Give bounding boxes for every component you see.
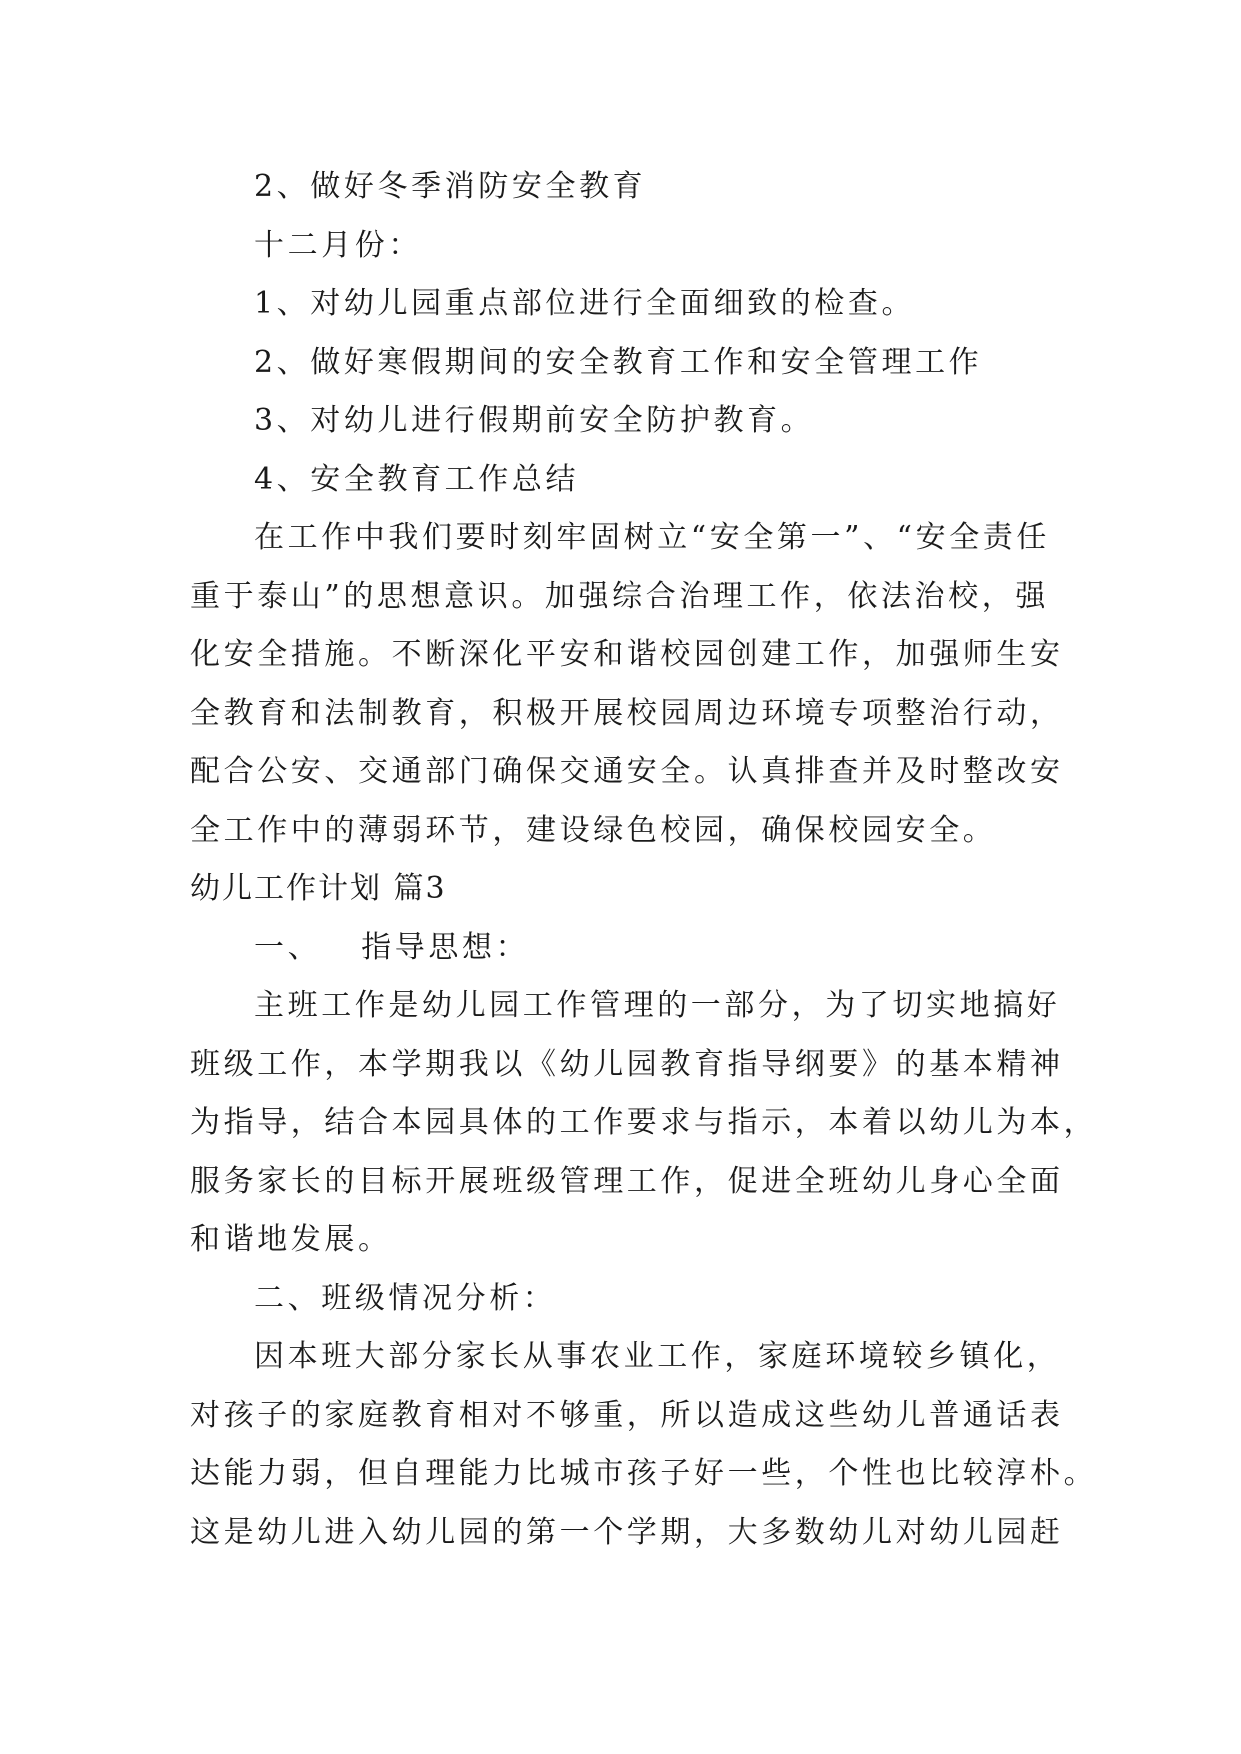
paragraph-line: 全教育和法制教育，积极开展校园周边环境专项整治行动，: [190, 695, 1064, 731]
heading-guiding-ideology: [190, 919, 1070, 978]
document-body: [190, 158, 1098, 1562]
paragraph-line: 重于泰山”的思想意识。加强综合治理工作，依法治校，强: [190, 578, 1049, 614]
paragraph-line: 达能力弱，但自理能力比城市孩子好一些，个性也比较淳朴。: [190, 1456, 1098, 1491]
heading-class-analysis: 二、班级情况分析：: [254, 1280, 557, 1316]
paragraph-line: 这是幼儿进入幼儿园的第一个学期，大多数幼儿对幼儿园赶: [190, 1514, 1064, 1550]
list-item: 3、对幼儿进行假期前安全防护教育。: [254, 403, 815, 438]
paragraph-line: 全工作中的薄弱环节，建设绿色校园，确保校园安全。: [190, 812, 997, 848]
paragraph-line: 化安全措施。不断深化平安和谐校园创建工作，加强师生安: [190, 637, 1064, 672]
paragraph-line: 为指导，结合本园具体的工作要求与指示，本着以幼儿为本，: [190, 1105, 1098, 1140]
paragraph-safety-summary: [190, 509, 1070, 860]
section-title: 幼儿工作计划 篇3: [190, 871, 447, 906]
paragraph-class-analysis: [190, 1328, 1098, 1562]
list-item: 2、做好寒假期间的安全教育工作和安全管理工作: [254, 344, 983, 380]
heading-text: 指导思想：: [361, 929, 530, 965]
paragraph-line: 在工作中我们要时刻牢固树立“安全第一”、“安全责任: [254, 520, 1051, 555]
paragraph-guiding-ideology: [190, 977, 1098, 1270]
paragraph-line: 班级工作，本学期我以《幼儿园教育指导纲要》的基本精神: [190, 1046, 1064, 1082]
list-item: 1、对幼儿园重点部位进行全面细致的检查。: [254, 286, 916, 321]
month-heading: 十二月份：: [254, 227, 422, 263]
paragraph-line: 主班工作是幼儿园工作管理的一部分，为了切实地搞好: [254, 988, 1061, 1023]
paragraph-line: 服务家长的目标开展班级管理工作，促进全班幼儿身心全面: [190, 1163, 1064, 1199]
list-item: 2、做好冬季消防安全教育: [254, 169, 647, 204]
paragraph-line: 因本班大部分家长从事农业工作，家庭环境较乡镇化，: [254, 1339, 1061, 1374]
paragraph-line: 配合公安、交通部门确保交通安全。认真排查并及时整改安: [190, 754, 1064, 789]
paragraph-line: 和谐地发展。: [190, 1222, 392, 1257]
list-item: 4、安全教育工作总结: [254, 461, 580, 497]
heading-number: 一、: [254, 929, 322, 965]
paragraph-line: 对孩子的家庭教育相对不够重，所以造成这些幼儿普通话表: [190, 1397, 1064, 1433]
